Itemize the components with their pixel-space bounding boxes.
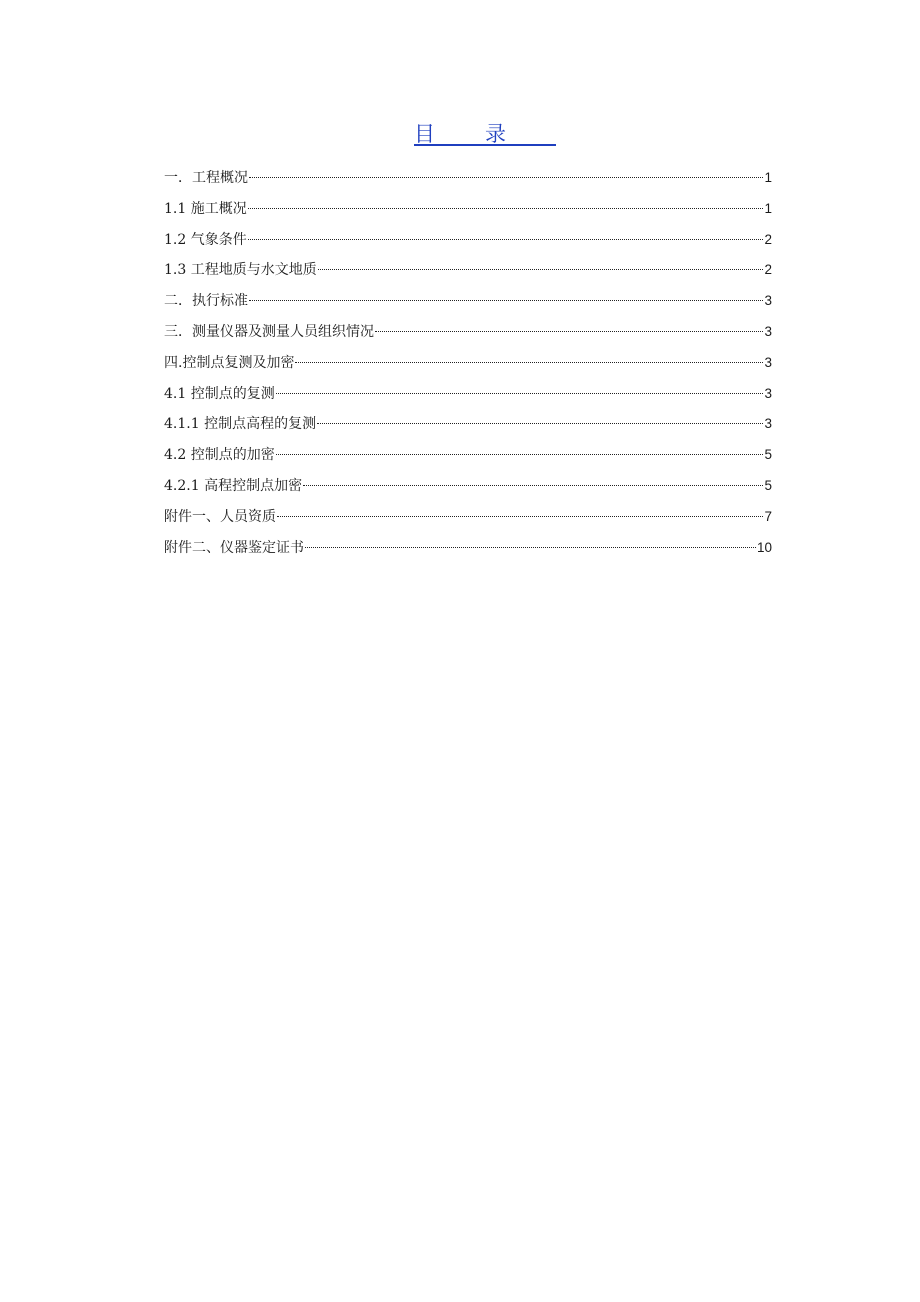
toc-list bbox=[164, 167, 772, 567]
toc-entry[interactable] bbox=[164, 198, 772, 229]
toc-page-number[interactable]: 3 bbox=[764, 385, 772, 401]
toc-dot-leader bbox=[303, 485, 763, 486]
toc-dot-leader bbox=[305, 547, 756, 548]
toc-entry[interactable] bbox=[164, 321, 772, 352]
toc-dot-leader bbox=[277, 516, 763, 517]
toc-entry[interactable] bbox=[164, 383, 772, 414]
toc-dot-leader bbox=[276, 454, 764, 455]
toc-page-number[interactable]: 2 bbox=[764, 231, 772, 247]
toc-entry-label[interactable]: 附件二、仪器鉴定证书 bbox=[164, 539, 304, 556]
toc-entry-label[interactable]: 二．执行标准 bbox=[164, 293, 248, 310]
toc-page-number[interactable]: 5 bbox=[764, 477, 772, 493]
toc-entry[interactable] bbox=[164, 229, 772, 260]
toc-entry-label[interactable]: 1.1 施工概况 bbox=[164, 200, 247, 217]
toc-dot-leader bbox=[249, 177, 763, 178]
toc-entry-label[interactable]: 1.3 工程地质与水文地质 bbox=[164, 262, 317, 279]
toc-entry-label[interactable]: 四.控制点复测及加密 bbox=[164, 354, 295, 371]
toc-page-number[interactable]: 3 bbox=[764, 293, 772, 309]
toc-page-number[interactable]: 1 bbox=[764, 170, 772, 185]
toc-title[interactable] bbox=[0, 120, 920, 148]
toc-page-number[interactable]: 2 bbox=[764, 262, 772, 278]
toc-entry[interactable] bbox=[164, 259, 772, 290]
toc-page-number[interactable]: 3 bbox=[764, 354, 772, 370]
toc-entry-label[interactable]: 1.2 气象条件 bbox=[164, 231, 247, 248]
toc-entry[interactable] bbox=[164, 290, 772, 321]
toc-dot-leader bbox=[375, 331, 763, 332]
toc-entry-label[interactable]: 附件一、人员资质 bbox=[164, 508, 276, 525]
toc-page-number[interactable]: 10 bbox=[756, 539, 772, 555]
toc-dot-leader bbox=[295, 362, 763, 363]
toc-dot-leader bbox=[318, 269, 764, 270]
toc-dot-leader bbox=[248, 239, 764, 240]
toc-page-number[interactable]: 3 bbox=[764, 416, 772, 432]
toc-entry-label[interactable]: 4.1 控制点的复测 bbox=[164, 385, 275, 402]
toc-entry[interactable] bbox=[164, 413, 772, 444]
toc-title-text[interactable]: 目录 bbox=[414, 122, 556, 146]
toc-entry[interactable] bbox=[164, 506, 772, 537]
toc-entry[interactable] bbox=[164, 167, 772, 198]
toc-entry-label[interactable]: 4.2.1 高程控制点加密 bbox=[164, 477, 303, 494]
toc-dot-leader bbox=[317, 423, 763, 424]
toc-dot-leader bbox=[276, 393, 764, 394]
toc-page-number[interactable]: 7 bbox=[764, 508, 772, 524]
toc-page-number[interactable]: 3 bbox=[764, 323, 772, 339]
toc-entry-label[interactable]: 三．测量仪器及测量人员组织情况 bbox=[164, 323, 374, 340]
toc-page-number[interactable]: 5 bbox=[764, 447, 772, 463]
toc-dot-leader bbox=[248, 208, 764, 209]
toc-entry-label[interactable]: 4.1.1 控制点高程的复测 bbox=[164, 416, 317, 433]
toc-entry-label[interactable]: 一．工程概况 bbox=[164, 170, 248, 186]
toc-entry[interactable] bbox=[164, 444, 772, 475]
toc-entry[interactable] bbox=[164, 537, 772, 568]
toc-dot-leader bbox=[249, 300, 763, 301]
toc-entry-label[interactable]: 4.2 控制点的加密 bbox=[164, 447, 275, 464]
toc-page-number[interactable]: 1 bbox=[764, 200, 772, 216]
toc-entry[interactable] bbox=[164, 475, 772, 506]
toc-entry[interactable] bbox=[164, 352, 772, 383]
